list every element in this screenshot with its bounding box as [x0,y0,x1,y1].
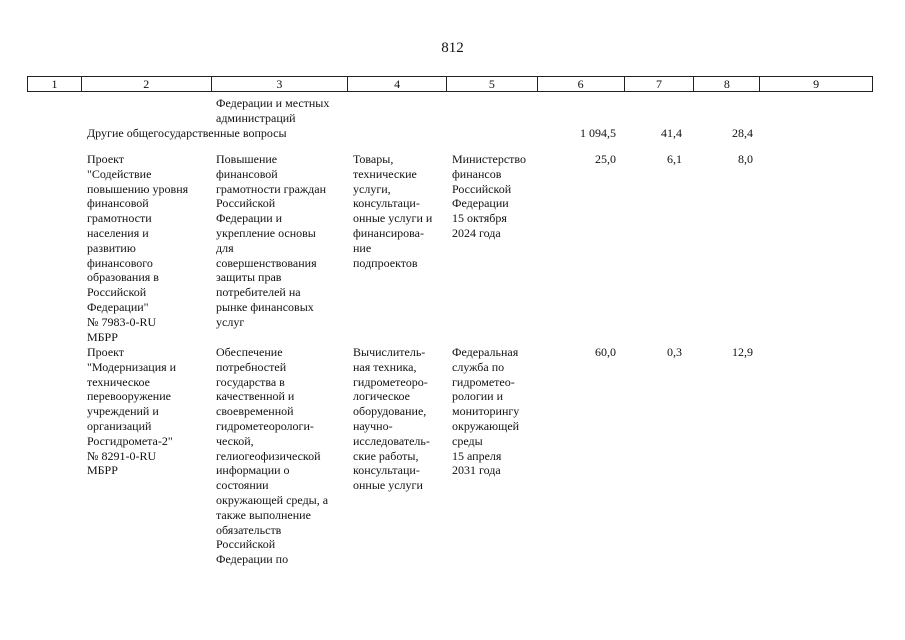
section-label: Другие общегосударственные вопросы [87,126,287,140]
table-header-row [27,76,873,92]
continuation-purpose: Федерации и местных администраций [216,96,330,125]
section-col8: 28,4 [732,126,753,140]
row1-col7: 6,1 [667,152,682,166]
row2-col7: 0,3 [667,345,682,359]
header-col-9: 9 [813,77,820,91]
row2-col8: 12,9 [732,345,753,359]
row2-executor: Федеральная служба по гидрометео- рологии и мониторингу окружающей среды 15 апреля 2031 года [452,345,520,478]
section-col6: 1 094,5 [580,126,616,140]
row2-project: Проект "Модернизация и техническое перевооружение учреждений и организаций Росгидромета-2" № 8291-0-RU МБРР [87,345,177,478]
row1-project: Проект "Содействие повышению уровня финансовой грамотности населения и развитию финансового образования в Российской Федерации" № 7983-0-RU МБРР [87,152,189,344]
header-col-3: 3 [212,77,349,91]
header-col-2: 2 [82,77,212,91]
header-col-1: 1 [28,77,82,91]
header-col-8: 8 [694,77,760,91]
row1-col8: 8,0 [738,152,753,166]
header-col-5: 5 [447,77,538,91]
header-col-6: 6 [538,77,625,91]
row1-goods: Товары, технические услуги, консультаци- онные услуги и финансирова- ние подпроектов [353,152,433,270]
section-col7: 41,4 [661,126,682,140]
row2-goods: Вычислитель- ная техника, гидрометеоро- логическое оборудование, научно- исследователь- ские работы, консультаци- онные услуги [353,345,430,493]
row1-purpose: Повышение финансовой грамотности граждан Российской Федерации и укрепление основы для совершенствования защиты прав потребителей на рынке финансовых услуг [216,152,327,329]
row2-col6: 60,0 [595,345,616,359]
row1-col6: 25,0 [595,152,616,166]
row2-purpose: Обеспечение потребностей государства в качественной и своевременной гидрометеорологи- ческой, гелиогеофизической информации о состоянии окружающей среды, а также выполнение обязательств Российской Федерации по [216,345,329,567]
page-number: 812 [441,40,464,56]
header-col-4: 4 [348,77,447,91]
header-col-7: 7 [625,77,695,91]
row1-executor: Министерство финансов Российской Федерации 15 октября 2024 года [452,152,526,240]
